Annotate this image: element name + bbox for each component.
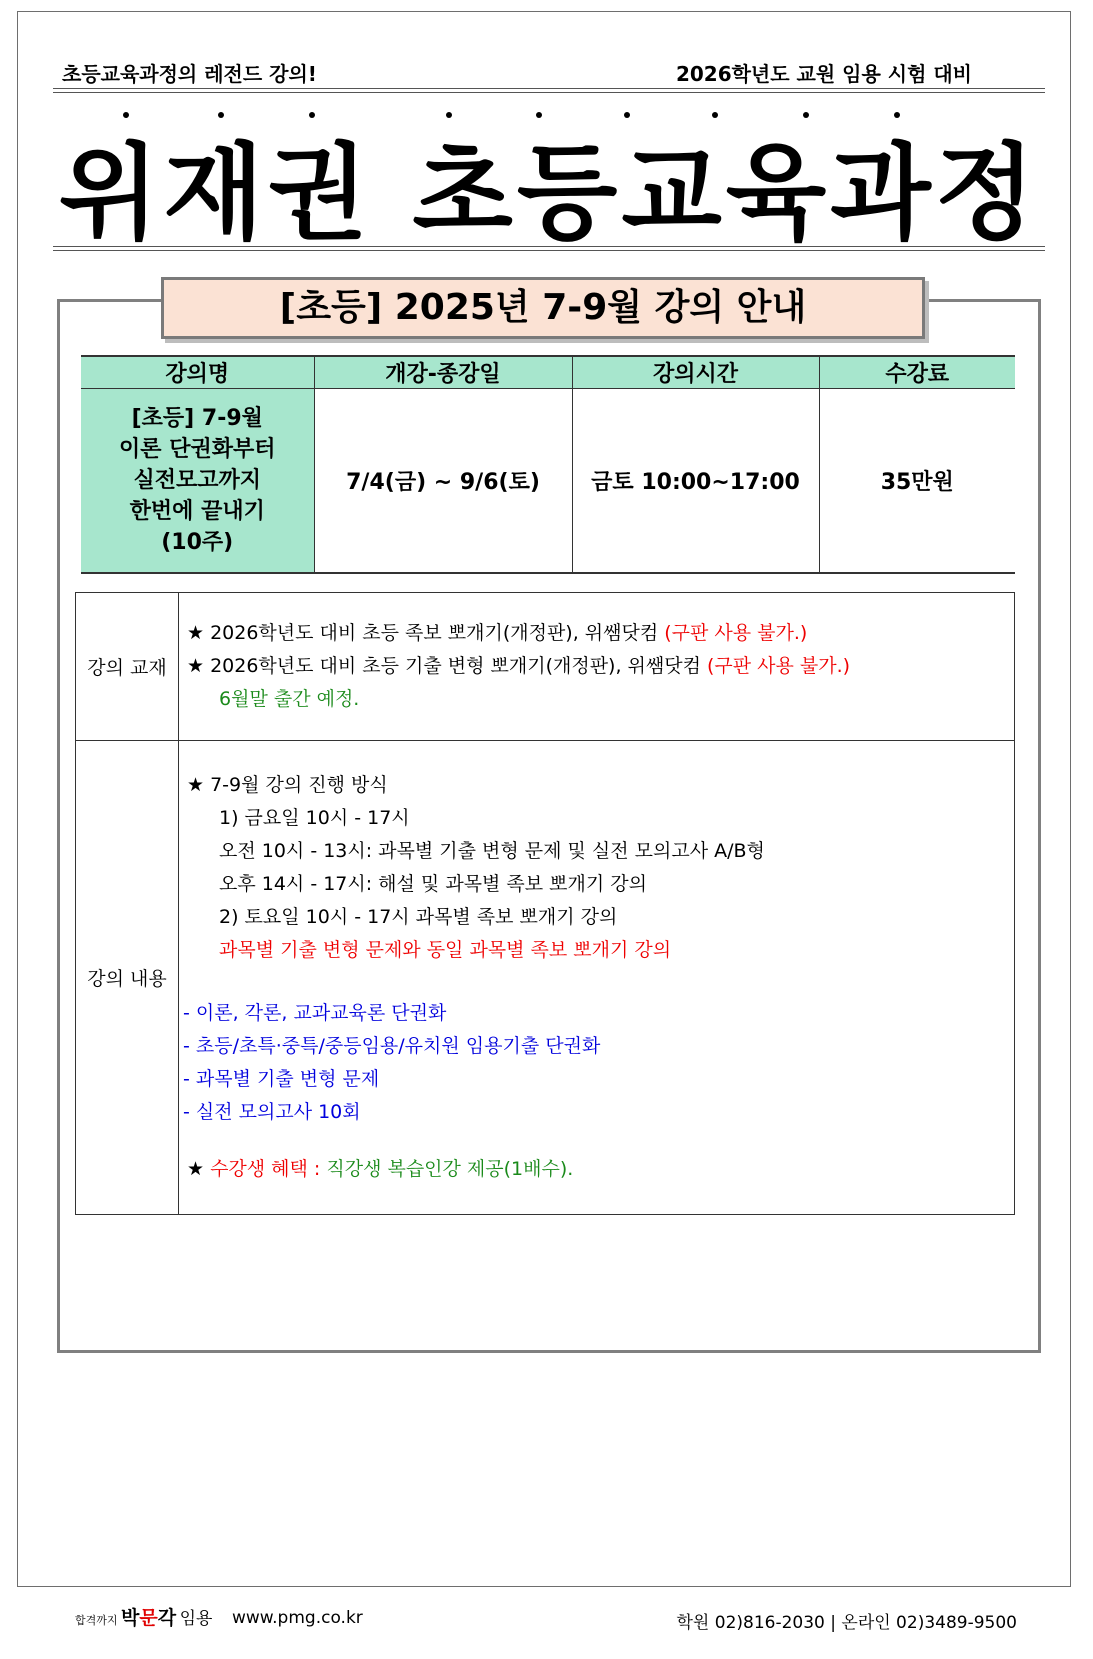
textbook-title: ★ 2026학년도 대비 초등 기출 변형 뽀개기(개정판), 위쌤닷컴 <box>187 655 708 677</box>
method-title: ★ 7-9월 강의 진행 방식 <box>187 774 388 796</box>
content-bullet: - 과목별 기출 변형 문제 <box>183 1068 380 1090</box>
content-body <box>179 741 1015 1215</box>
header-left-tagline: 초등교육과정의 레전드 강의! <box>62 62 317 86</box>
brand-name <box>121 1607 176 1629</box>
textbook-line <box>187 650 1014 683</box>
main-title: 위재권 초등교육과정 <box>58 132 1040 254</box>
emphasis-dot <box>123 112 129 118</box>
textbook-note: (구판 사용 불가.) <box>664 622 808 644</box>
highlight-note: 과목별 기출 변형 문제와 동일 과목별 족보 뽀개기 강의 <box>219 939 672 961</box>
brand-small-text: 합격까지 <box>75 1614 118 1627</box>
benefit-label: 수강생 혜택 : <box>210 1158 327 1180</box>
emphasis-dot <box>894 112 900 118</box>
content-bullet: - 실전 모의고사 10회 <box>183 1101 361 1123</box>
friday-schedule: 1) 금요일 10시 - 17시 <box>219 807 410 829</box>
course-name-line: (10주) <box>161 530 234 555</box>
textbook-note: (구판 사용 불가.) <box>707 655 851 677</box>
course-time: 금토 10:00~17:00 <box>572 389 819 574</box>
content-bullet: - 초등/초특·중특/중등임용/유치원 임용기출 단권화 <box>183 1035 601 1057</box>
header-dates: 개강-종강일 <box>314 356 572 389</box>
textbook-line <box>187 617 1014 650</box>
benefit-text: 직강생 복습인강 제공(1배수). <box>326 1158 574 1180</box>
emphasis-dot <box>309 112 315 118</box>
textbook-title: ★ 2026학년도 대비 초등 족보 뽀개기(개정판), 위쌤닷컴 <box>187 622 665 644</box>
course-table-row <box>81 389 1015 574</box>
content-row <box>76 741 1015 1215</box>
brand-char: 박 <box>121 1607 140 1629</box>
content-label: 강의 내용 <box>76 741 179 1215</box>
course-table-header-row <box>81 356 1015 389</box>
morning-schedule: 오전 10시 - 13시: 과목별 기출 변형 문제 및 실전 모의고사 A/B형 <box>219 840 765 862</box>
emphasis-dot <box>536 112 542 118</box>
header-course-name: 강의명 <box>81 356 314 389</box>
course-name-line: 이론 단권화부터 <box>119 437 276 462</box>
afternoon-schedule: 오후 14시 - 17시: 해설 및 과목별 족보 뽀개기 강의 <box>219 873 647 895</box>
header-bottom-rule <box>53 246 1045 251</box>
textbook-content <box>179 593 1015 741</box>
header-fee: 수강료 <box>819 356 1015 389</box>
course-name-line: 한번에 끝내기 <box>129 499 265 524</box>
course-name-cell <box>81 389 314 574</box>
emphasis-dot <box>218 112 224 118</box>
star-icon: ★ <box>187 1158 211 1180</box>
saturday-schedule: 2) 토요일 10시 - 17시 과목별 족보 뽀개기 강의 <box>219 906 618 928</box>
header-time: 강의시간 <box>572 356 819 389</box>
course-table <box>81 355 1015 574</box>
header-top-rule <box>53 88 1045 93</box>
info-table <box>75 592 1015 1215</box>
brand-char: 각 <box>157 1607 177 1629</box>
course-dates: 7/4(금) ~ 9/6(토) <box>314 389 572 574</box>
header-right-tagline: 2026학년도 교원 임용 시험 대비 <box>675 62 972 86</box>
textbook-row <box>76 593 1015 741</box>
emphasis-dot <box>803 112 809 118</box>
announcement-banner: [초등] 2025년 7-9월 강의 안내 <box>161 277 925 339</box>
emphasis-dot <box>712 112 718 118</box>
publication-note: 6월말 출간 예정. <box>219 688 360 710</box>
content-bullet: - 이론, 각론, 교과교육론 단권화 <box>183 1002 447 1024</box>
textbook-label: 강의 교재 <box>76 593 179 741</box>
brand-logo <box>75 1603 212 1630</box>
website-link[interactable]: www.pmg.co.kr <box>232 1608 363 1628</box>
benefit-line <box>179 1153 1014 1186</box>
emphasis-dot <box>446 112 452 118</box>
contact-info: 학원 02)816-2030 | 온라인 02)3489-9500 <box>676 1613 1017 1633</box>
brand-char: 문 <box>139 1607 158 1629</box>
brand-suffix: 임용 <box>179 1609 213 1629</box>
emphasis-dots <box>97 112 997 124</box>
course-fee: 35만원 <box>819 389 1015 574</box>
course-name-line: 실전모고까지 <box>133 468 261 493</box>
emphasis-dot <box>624 112 630 118</box>
course-name-line: [초등] 7-9월 <box>131 406 263 431</box>
